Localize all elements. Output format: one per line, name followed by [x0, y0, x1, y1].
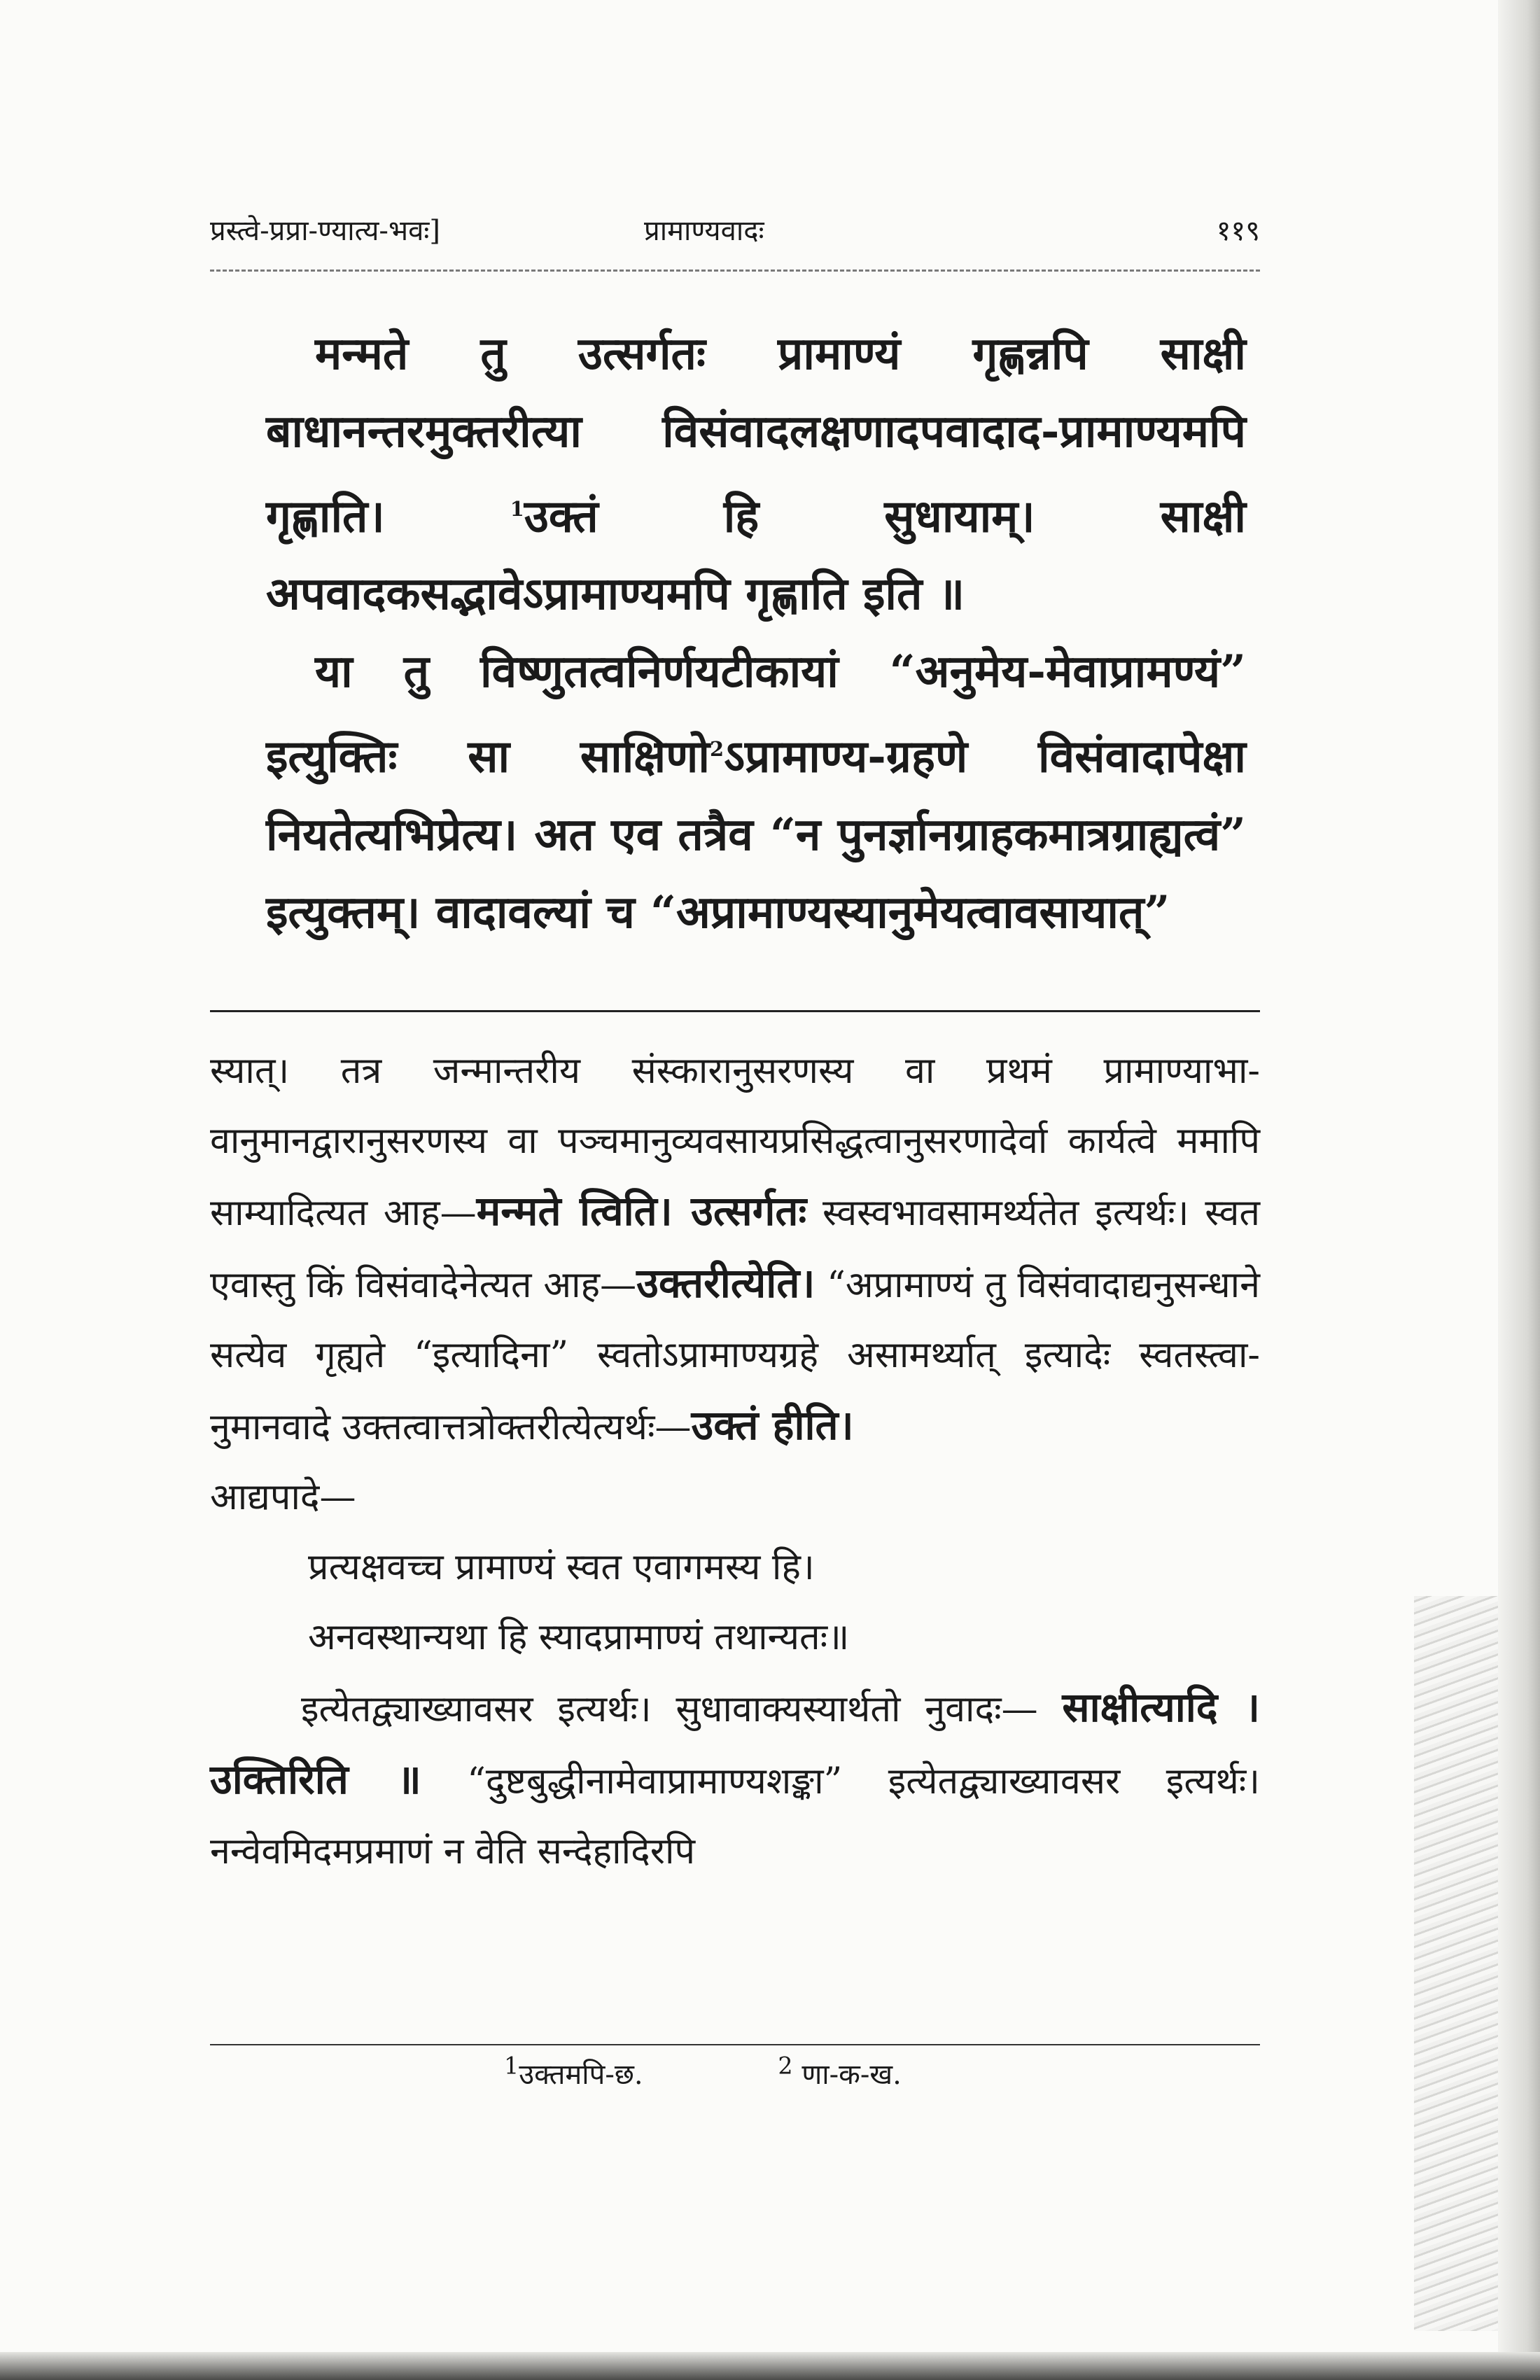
footnote-1: $^1$उक्तमपि-छ. [504, 2052, 643, 2092]
main-paragraph-1: मन्मते तु उत्सर्गतः प्रामाण्यं गृह्णन्नपि साक्षी बाधानन्तरमुक्तरीत्या विसंवादलक्षणादपवादाद-प्रामाण्यमपि गृह्णाति। $^1$उक्तं हि सुधायाम्। साक्षी अपवादकसद्भावेऽप्रामाण्यमपि गृह्णाति इति ॥ [266, 328, 1246, 621]
header-rule [210, 270, 1260, 272]
running-head-left: प्रस्त्वे-प्रप्रा-ण्यात्य-भवः] [210, 215, 440, 247]
footnote-ref-1: 1 [510, 497, 524, 521]
verse-line-2: अनवस्थान्यथा हि स्यादप्रामाण्यं तथान्यतः॥ [308, 1616, 850, 1658]
page-edge-right [1498, 0, 1540, 2380]
page-edge-bottom [0, 2352, 1540, 2380]
commentary-text [210, 1036, 1260, 1886]
verse-line-1: प्रत्यक्षवच्च प्रामाण्यं स्वत एवागमस्य हि। [308, 1546, 815, 1588]
running-head [210, 210, 1260, 252]
footnote-rule [210, 2044, 1260, 2045]
commentary-label: आद्यपादे— [210, 1476, 356, 1518]
running-head-title: प्रामाण्यवादः [644, 215, 764, 247]
commentary-paragraph-1: स्यात्। तत्र जन्मान्तरीय संस्कारानुसरणस्य वा प्रथमं प्रामाण्याभा-वानुमानद्वारानुसरणस्य वा पञ्चमानुव्यवसायप्रसिद्धत्वानुसरणादेर्वा कार्यत्वे ममापि साम्यादित्यत आह—मन्मते त्विति। उत्सर्गतः स्वस्वभावसामर्थ्यतेत इत्यर्थः। स्वत एवास्तु किं विसंवादेनेत्यत आह—उक्तरीत्येति। “अप्रामाण्यं तु विसंवादाद्यनुसन्धाने सत्येव गृह्यते “इत्यादिना” स्वतोऽप्रामाण्यग्रहे असामर्थ्यात् इत्यादेः स्वतस्त्वा-नुमानवादे उक्तत्वात्तत्रोक्तरीत्येत्यर्थः—उक्तं हीति। [210, 1050, 1261, 1449]
torn-margin [1414, 1596, 1498, 2331]
footnote-ref-2: 2 [710, 737, 724, 762]
main-paragraph-2: या तु विष्णुतत्वनिर्णयटीकायां “अनुमेय-मेवाप्रामण्यं” इत्युक्तिः सा साक्षिणो$^2$ऽप्रामाण्य-ग्रहणे विसंवादापेक्षा नियतेत्यभिप्रेत्य। अत एव तत्रैव “न पुनर्ज्ञानग्राहकमात्रग्राह्यत्वं” इत्युक्तम्। वादावल्यां च “अप्रामाण्यस्यानुमेयत्वावसायात्” [266, 645, 1246, 939]
footnote-2: $^2$ णा-क-ख. [778, 2052, 902, 2092]
main-text [266, 315, 1246, 951]
footnotes [504, 2052, 1204, 2092]
commentary-rule [210, 1010, 1260, 1012]
page-number: ११९ [1216, 215, 1260, 247]
commentary-paragraph-2: इत्येतद्व्याख्यावसर इत्यर्थः। सुधावाक्यस्यार्थतो नुवादः— साक्षीत्यादि । उक्तिरिति ॥ “दुष्टबुद्धीनामेवाप्रामाण्यशङ्का” इत्येतद्व्याख्यावसर इत्यर्थः। नन्वेवमिदमप्रमाणं न वेति सन्देहादिरपि [210, 1684, 1261, 1872]
